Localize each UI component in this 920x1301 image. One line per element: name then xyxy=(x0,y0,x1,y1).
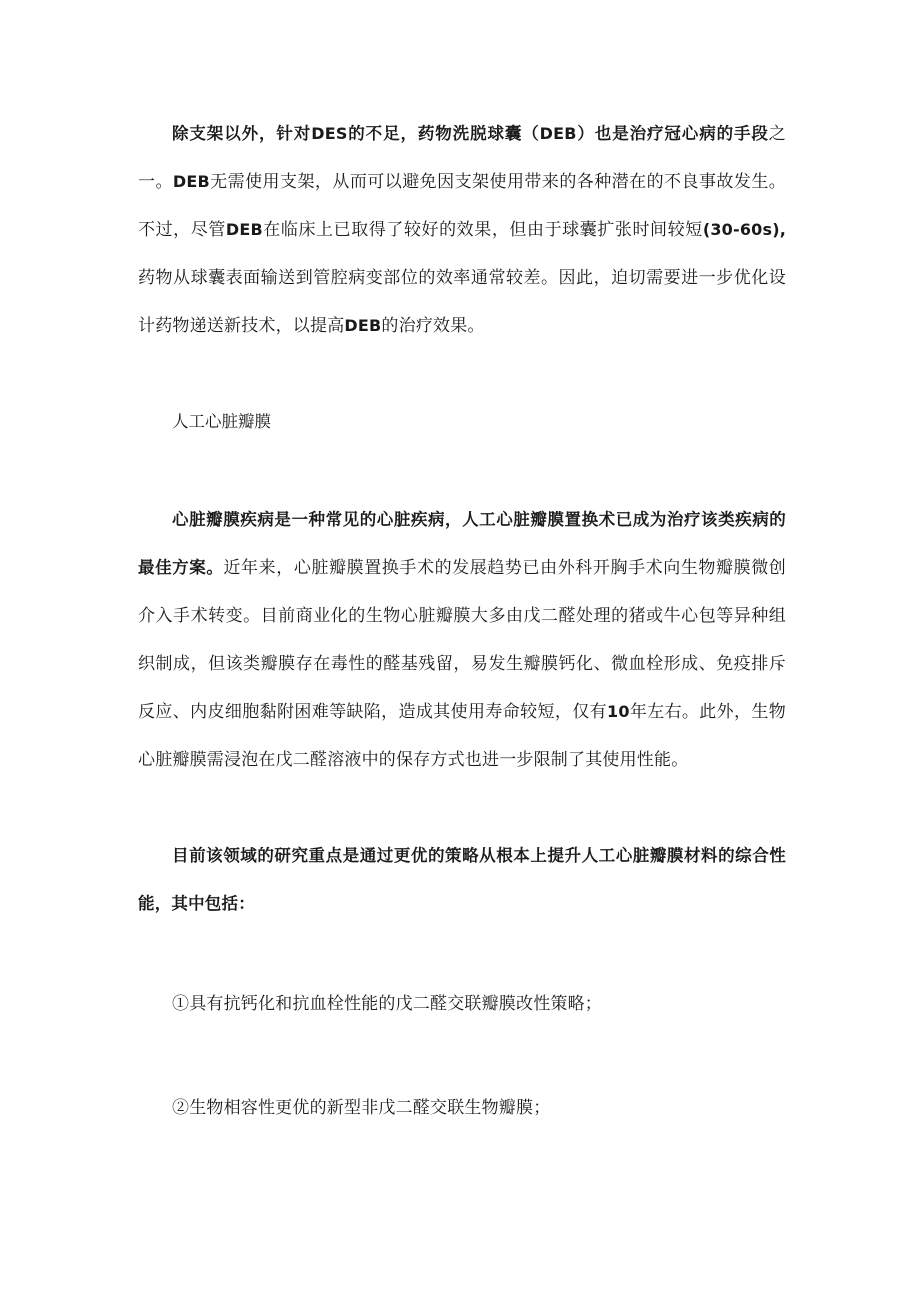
paragraph-heart-valve xyxy=(138,496,786,784)
bold-text: DES xyxy=(311,124,348,143)
bold-text: DEB xyxy=(539,124,577,143)
list-item: ②生物相容性更优的新型非戊二醛交联生物瓣膜； xyxy=(172,1098,551,1118)
bold-text: 10 xyxy=(606,702,630,721)
paragraph-research-focus xyxy=(138,832,786,928)
bold-text: 的不足，药物洗脱球囊（ xyxy=(347,124,540,143)
body-text: 之一。 xyxy=(138,124,786,192)
body-text: 近年来，心脏瓣膜置换手术的发展趋势已由外科开胸手术向生物瓣膜微创介入手术转变。目前商业化的生物心脏瓣膜大多由戊二醛处理的猪或牛心包等异种组织制成，但该类瓣膜存在毒性的醛基残留，易发生瓣膜钙化、微血栓形成、免疫排斥反应、内皮细胞黏附困难等缺陷，造成其使用寿命较短，仅有 xyxy=(138,558,787,722)
bold-text: 除支架以外，针对 xyxy=(172,124,312,143)
bold-text: ）也是治疗冠心病的手段 xyxy=(576,124,769,143)
bold-text: DEB xyxy=(225,220,263,239)
body-text: 年左右。此外，生物心脏瓣膜需浸泡在戊二醛溶液中的保存方式也进一步限制了其使用性能。 xyxy=(138,702,786,770)
bold-text: 目前该领域的研究重点是通过更优的策略从根本上提升人工心脏瓣膜材料的综合性能，其中包括： xyxy=(138,846,786,913)
paragraph-deb xyxy=(138,110,786,350)
list-item: ①具有抗钙化和抗血栓性能的戊二醛交联瓣膜改性策略； xyxy=(172,994,602,1014)
body-text: 无需使用支架，从而可以避免因支架使用带来的各种潜在的不良事故发生。不过，尽管 xyxy=(138,172,786,240)
body-text: 在临床上已取得了较好的效果，但由于球囊扩张时间较短 xyxy=(262,220,703,240)
bold-text: 心脏瓣膜疾病是一种常见的心脏疾病，人工心脏瓣膜置换术已成为治疗该类疾病的最佳方案。 xyxy=(138,510,786,577)
document-page xyxy=(138,110,786,1132)
bold-text: DEB xyxy=(172,172,210,191)
body-text: 的治疗效果。 xyxy=(381,316,485,336)
body-text: 药物从球囊表面输送到管腔病变部位的效率通常较差。因此，迫切需要进一步优化设计药物递送新技术，以提高 xyxy=(138,268,786,336)
section-heading: 人工心脏瓣膜 xyxy=(172,412,271,431)
bold-text: (30-60s), xyxy=(702,220,787,239)
bold-text: DEB xyxy=(344,316,382,335)
